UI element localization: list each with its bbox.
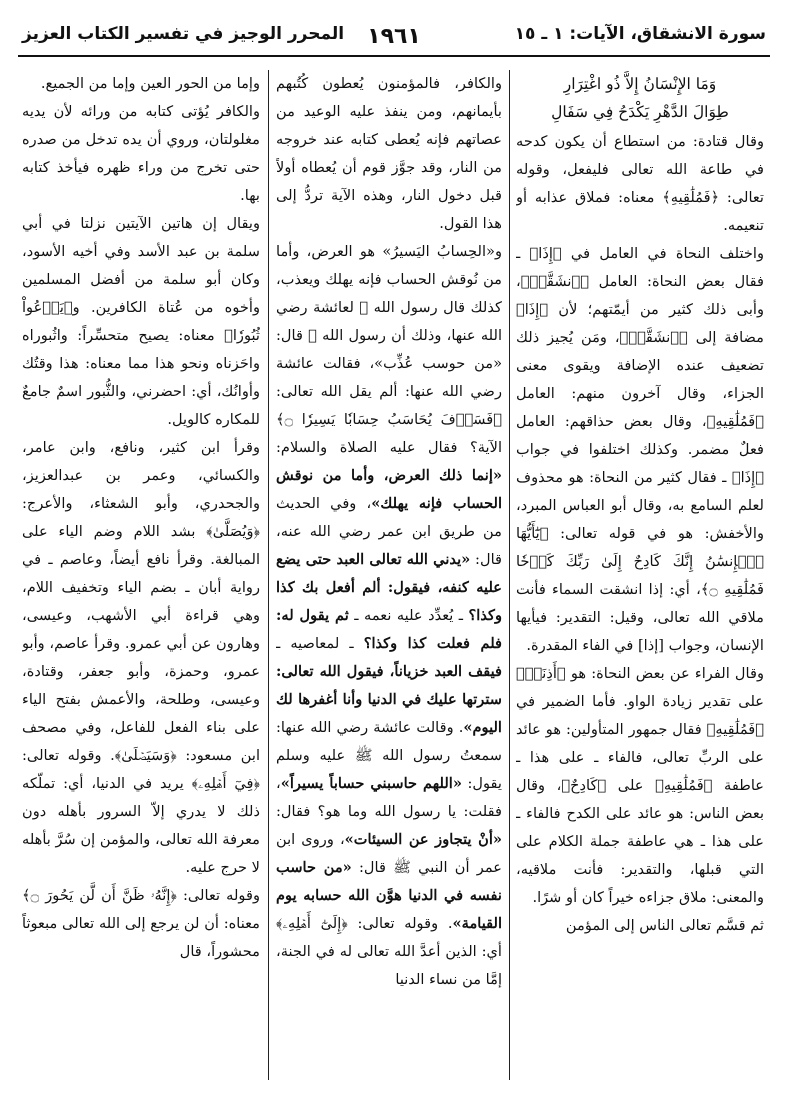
- hadith-quote: «اللهم حاسبني حساباً يسيراً»: [280, 775, 462, 792]
- hadith-quote: «من حاسب نفسه في الدنيا هوَّن الله حسابه يوم القيامة»: [276, 859, 502, 932]
- paragraph: وإما من الحور العين وإما من الجميع.: [40, 75, 260, 92]
- paragraph: واختلف النحاة في العامل في ﴿إِذَا﴾ ـ فقال بعض النحاة: العامل ﴿ٱنشَقَّتۡ﴾، وأبى ذلك كثير من أيمّتهم؛ لأن ﴿إِذَا﴾ مضافة إلى ﴿ٱنشَقَّتۡ﴾، ومَن يُجيز ذلك تضعيف عنده الإضافة ويقوى معنى الجزاء، وقال آخرون منهم: العامل ﴿فَمُلَٰقِيهِ﴾، وقال بعض حذاقهم: العامل فعلٌ مضمر. وكذلك اختلفوا في جواب ﴿إِذَا﴾ ـ فقال كثير من النحاة: هو محذوف لعلم السامع به، وقال أبو العباس المبرد، والأخفش: هو في قوله تعالى: ﴿يَٰٓأَيُّهَا ٱلۡإِنسَٰنُ إِنَّكَ كَادِحٌ إِلَىٰ رَبِّكَ كَدۡحٗا فَمُلَٰقِيهِ ۝﴾، أي: إذا انشقت السماء فأنت ملاقي الله تعالى، وقيل: التقدير: فيأيها الإنسان، وجواب [إذا] في الفاء المقدرة.: [516, 245, 764, 654]
- text-run: ـ يُعدِّد عليه نعمه ـ: [354, 607, 464, 624]
- header-rule: [18, 55, 770, 57]
- text-run: . وقوله تعالى: ﴿إِلَىٰٓ أَهۡلِهِۦ﴾ أي: الذين أعدَّ الله تعالى له في الجنة، إمَّا من نساء الدنيا: [276, 915, 502, 988]
- paragraph: وقال قتادة: من استطاع أن يكون كدحه في طاعة الله تعالى فليفعل، وقوله تعالى: ﴿فَمُلَٰقِيهِ﴾ معناه: فملاق عذابه أو تنعيمه.: [516, 133, 764, 234]
- paragraph: وقوله تعالى: ﴿إِنَّهُۥ ظَنَّ أَن لَّن يَحُورَ ۝﴾ معناه: أن لن يرجع إلى الله تعالى مبعوثاً محشوراً، قال: [22, 887, 260, 960]
- paragraph: ثم قسَّم تعالى الناس إلى المؤمن: [565, 917, 764, 934]
- paragraph: ويقال إن هاتين الآيتين نزلتا في أبي سلمة بن عبد الأسد وفي أخيه الأسود، وكان أبو سلمة من أفضل المسلمين وأخوه من عُتاة الكافرين. و﴿يَدۡعُواْ ثُبُورٗا﴾ معناه: يصيح متحسِّراً: واثُبوراه واحَزناه ونحو هذا مما معناه: هذا وقتُك وأوانُك، أي: احضرني، والثُّبور اسمٌ جامعٌ للمكاره كالويل.: [22, 215, 260, 428]
- paragraph: والكافر يُؤتى كتابه من ورائه لأن يديه مغلولتان، وروي أن يده تدخل من صدره حتى تخرج من وراء ظهره فيأخذ كتابه بها.: [22, 103, 260, 204]
- paragraph: [276, 238, 502, 994]
- column-separator: [509, 70, 510, 1080]
- column-separator: [268, 70, 269, 1080]
- text-run: ، وفي الحديث من طريق ابن عمر رضي الله عنه، قال:: [276, 495, 502, 568]
- poem-line: وَمَا الإِنْسَانُ إِلاَّ ذُو اغْتِرَارِ: [563, 75, 717, 93]
- hadith-quote: فيقف العبد خزياناً، فيقول الله تعالى: سترتها عليك في الدنيا وأنا أغفرها لك اليوم»: [276, 663, 502, 736]
- poem-line: طِوَالَ الدَّهْرِ يَكْدَحُ فِي سَفَالِ: [551, 103, 729, 121]
- text-run: ـ لمعاصيه ـ: [276, 635, 354, 652]
- hadith-quote: «أنْ يتجاوز عن السيئات»: [344, 831, 502, 848]
- hadith-quote: «يدني الله تعالى العبد حتى يضع عليه كنفه، فيقول: ألم أفعل بك كذا وكذا؟: [276, 551, 502, 624]
- text-run: ، فقلت: يا رسول الله وما هو؟ فقال:: [276, 775, 502, 820]
- text-run: ، وروى ابن عمر أن النبي ﷺ قال:: [276, 831, 502, 876]
- running-header: [22, 18, 766, 52]
- hadith-quote: «إنما ذلك العرض، وأما من نوقش الحساب فإنه يهلك»: [276, 467, 502, 512]
- middle-column: [276, 70, 502, 1080]
- paragraph: والكافر، فالمؤمنون يُعطون كُتُبهم بأيمانهم، ومن ينفذ عليه الوعيد من عصاتهم فإنه يُعطى كتابه عند خروجه من النار، وقد جوَّز قوم أن يُعطاه أولاً قبل دخول النار، وهذه الآية تردُّ إلى هذا القول.: [276, 75, 502, 232]
- surah-reference: سورة الانشقاق، الآيات: ١ ـ ١٥: [514, 24, 766, 44]
- hadith-quote: ثم يقول له: فلم فعلت كذا وكذا؟: [276, 607, 502, 652]
- text-run: و«الحِسابُ اليَسيرُ» هو العرض، وأما من نُوقش الحساب فإنه يهلك ويعذب، كذلك قال رسول الله ﷺ لعائشة رضي الله عنها، وذلك أن رسول الله ﷺ قال: «من حوسب عُذِّب»، فقالت عائشة رضي الله عنها: ألم يقل الله تعالى: ﴿فَسَوۡفَ يُحَاسَبُ حِسَابٗا يَسِيرٗا ۝﴾ الآية؟ فقال عليه الصلاة والسلام:: [276, 243, 502, 456]
- book-title: المحرر الوجيز في تفسير الكتاب العزيز: [22, 24, 345, 44]
- page-number: ١٩٦١: [367, 24, 421, 49]
- text-run: . وقالت عائشة رضي الله عنها: سمعتُ رسول الله ﷺ عليه وسلم يقول:: [276, 719, 502, 792]
- paragraph: وقرأ ابن كثير، ونافع، وابن عامر، والكسائي، وعمر بن عبدالعزيز، والجحدري، وأبو الشعثاء، والأعرج: ﴿وَيُصَلَّىٰ﴾ بشد اللام وضم الياء على المبالغة. وقرأ نافع أيضاً، وعاصم ـ في رواية أبان ـ بضم الياء وتخفيف اللام، وهي قراءة أبي الأشهب، وعيسى، وهارون عن أبي عمرو. وقرأ عاصم، وأبو عمرو، وحمزة، وأبو جعفر، وقتادة، وعيسى، وطلحة، والأعمش بفتح الياء على بناء الفعل للفاعل، وفي مصحف ابن مسعود: ﴿وَسَيَصۡلَىٰ﴾. وقوله تعالى: ﴿فِيٓ أَهۡلِهِۦ﴾ يريد في الدنيا، أي: تملّكه ذلك لا يدري إلاّ السرور بأهله دون معرفة الله تعالى، والمؤمن إن سُرَّ بأهله لا حرج عليه.: [22, 439, 260, 876]
- paragraph: وقال الفراء عن بعض النحاة: هو ﴿أَذِنَتۡ﴾ على تقدير زيادة الواو. فأما الضمير في ﴿فَمُلَٰقِيهِ﴾ فقال جمهور المتأولين: هو عائد على الربِّ تعالى، فالفاء ـ على هذا ـ عاطفة ﴿فَمُلَٰقِيهِ﴾ على ﴿كَادِحٌ﴾، وقال بعض الناس: هو عائد على الكدح فالفاء ـ على هذا ـ هي عاطفة جملة الكلام على التي قبلها، والتقدير: فأنت ملاقيه، والمعنى: ملاق جزاءه خيراً كان أو شرًا.: [516, 665, 764, 906]
- left-column: [22, 70, 260, 1080]
- poem-verse: [516, 70, 764, 126]
- right-column: [516, 70, 764, 1080]
